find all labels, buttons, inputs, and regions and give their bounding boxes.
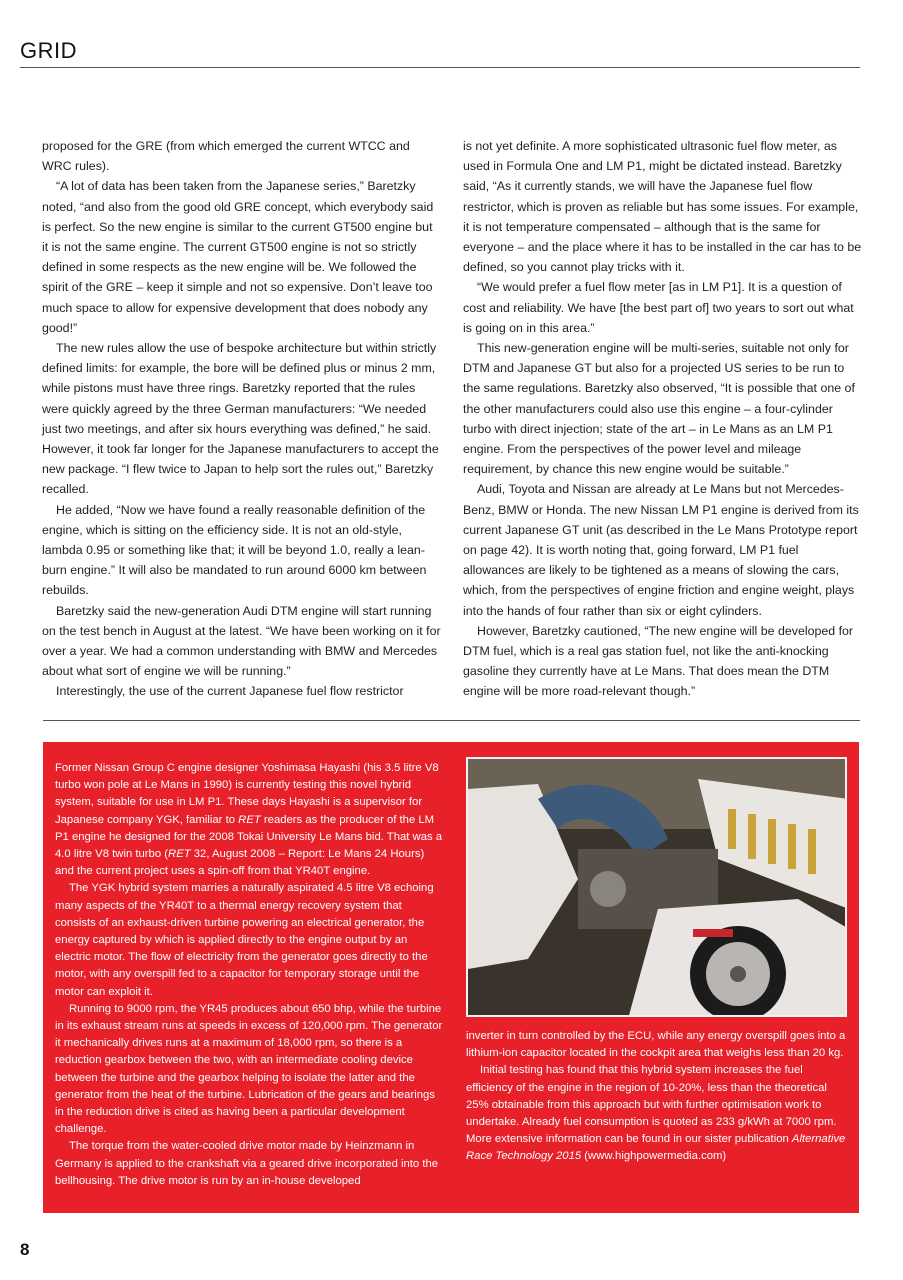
- header-rule: [20, 67, 860, 68]
- article-paragraph: However, Baretzky cautioned, “The new engine will be developed for DTM fuel, which is a real gas station fuel, not like the anti-knocking gasoline they currently have at Le Mans. That does mean the DTM engine will be more road-relevant though.”: [463, 623, 854, 699]
- article-paragraph: “We would prefer a fuel flow meter [as in LM P1]. It is a question of cost and reliability. We have [the best part of] two years to sort out what is going on in this area.”: [463, 280, 854, 335]
- sidebar-text: The torque from the water-cooled drive motor made by Heinzmann in Germany is applied to the crankshaft via a geared drive incorporated into the bellhousing. The drive motor is run by an in-house developed: [55, 1140, 439, 1187]
- article-paragraph: This new-generation engine will be multi-series, suitable not only for DTM and Japanese GT but also for a projected US series to be run to the same regulations. Baretzky also observed, “It is possible that one of the other manufacturers could also use this engine – a four-cylinder turbo with direct injection; state of the art – in Le Mans as an LM P1 engine. From the perspectives of the power level and mileage requirement, by chance this new engine would be suitable.”: [463, 341, 855, 477]
- sidebar-right-column: [466, 1028, 851, 1166]
- sidebar-paragraph: [55, 880, 445, 1000]
- race-car-engine-photo: [466, 757, 847, 1017]
- section-header: GRID: [20, 38, 77, 63]
- article-right-column: [463, 136, 863, 702]
- article-paragraph: Baretzky said the new-generation Audi DTM engine will start running on the test bench in August at the latest. “We have been working on it for over a year. We had a common understanding with BMW and Mercedes about what sort of engine we will be running.”: [42, 603, 441, 679]
- article-paragraph: proposed for the GRE (from which emerged the current WTCC and WRC rules).: [42, 139, 410, 174]
- sidebar-paragraph: [466, 1028, 851, 1062]
- article-paragraph: The new rules allow the use of bespoke architecture but within strictly defined limits: for example, the bore will be defined plus or minus 2 mm, while pistons must have three rings. Baretzky reported that the rules were quickly agreed by the three German manufacturers: “We needed just two meetings, and after six hours everything was defined,” he said. However, it took far longer for the Japanese manufacturers to accept the new package. “I flew twice to Japan to help sort the rules out,” Baretzky recalled.: [42, 341, 439, 497]
- sidebar-text: Running to 9000 rpm, the YR45 produces about 650 bhp, while the turbine in its exhaust stream runs at speeds in excess of 120,000 rpm. The generator it mechanically drives runs at a maximum of 18,000 rpm, so there is a reduction gearbox between the two, with an intermediate cooling device between the turbine and the gearbox helping to isolate the latter and the generator from the heat of the turbine. Lubrication of the gears and bearings in the reduction drive is cited as having been a particular development challenge.: [55, 1002, 443, 1136]
- sidebar-paragraph: [55, 760, 445, 880]
- sidebar-text: The YGK hybrid system marries a naturally aspirated 4.5 litre V8 echoing many aspects of the YR40T to a thermal energy recovery system that consists of an exhaust-driven turbine powering an electrical generator, the energy captured by which is applied directly to the engine output by an electric motor. The flow of electricity from the generator goes directly to the motor, with any overspill fed to a capacitor for temporary storage until the motor can exploit it.: [55, 882, 434, 998]
- sidebar-left-column: [55, 760, 445, 1190]
- sidebar-paragraph: [55, 1001, 445, 1139]
- article-divider: [43, 720, 860, 721]
- article-paragraph: “A lot of data has been taken from the Japanese series,” Baretzky noted, “and also from the good old GRE concept, which everybody said is perfect. So the new engine is similar to the current GT500 engine but it is not the same engine. The current GT500 engine is not so strictly defined in some respects as the new engine will be. We followed the spirit of the GRE – keep it simple and not so expensive. Don’t leave too much space to allow for expensive development that does nobody any good!”: [42, 179, 434, 335]
- sidebar-paragraph: [55, 1138, 445, 1190]
- sidebar-text: (www.highpowermedia.com): [581, 1150, 727, 1163]
- article-paragraph: is not yet definite. A more sophisticated ultrasonic fuel flow meter, as used in Formula One and LM P1, might be dictated instead. Baretzky said, “As it currently stands, we will have the Japanese fuel flow restrictor, which is proven as reliable but has some issues. For example, it is not temperature compensated – although that is the same for everyone – and the place where it has to be installed in the car has to be defined, so you cannot play tricks with it.: [463, 139, 862, 275]
- article-paragraph: Interestingly, the use of the current Japanese fuel flow restrictor: [56, 684, 404, 699]
- italic-title: RET: [168, 848, 191, 861]
- article-paragraph: He added, “Now we have found a really reasonable definition of the engine, which is sitting on the efficiency side. It is not an old-style, lambda 0.95 or something like that; it will be beyond 1.0, really a lean-burn engine.” It will also be mandated to run around 6000 km between rebuilds.: [42, 502, 427, 598]
- article-paragraph: Audi, Toyota and Nissan are already at Le Mans but not Mercedes-Benz, BMW or Honda. The new Nissan LM P1 engine is derived from its current Japanese GT unit (as described in the Le Mans Prototype report on page 42). It is worth noting that, going forward, LM P1 fuel allowances are likely to be tightened as a means of slowing the cars, which, from the perspectives of engine friction and engine weight, plays into the hands of four rather than six or eight cylinders.: [463, 482, 859, 618]
- page-number: 8: [20, 1240, 30, 1259]
- sidebar-paragraph: [466, 1062, 851, 1165]
- sidebar-text: Initial testing has found that this hybrid system increases the fuel efficiency of the engine in the region of 10-20%, less than the theoretical 25% obtainable from this approach but with further optimisation work to undertake. Already fuel consumption is quoted as 233 g/kWh at 7000 rpm. More extensive information can be found in our sister publication: [466, 1064, 837, 1146]
- sidebar-text: Former Nissan Group C engine designer Yoshimasa Hayashi (his 3.5 litre V8 turbo won pole at Le Mans in 1990) is currently testing this novel hybrid system, suitable for use in LM P1. These days Hayashi is a supervisor for Japanese company YGK, familiar to: [55, 762, 439, 826]
- sidebar-text: 32, August 2008 – Report: Le Mans 24 Hours) and the current project uses a spin-off from that YR40T engine.: [55, 848, 425, 878]
- sidebar-text: inverter in turn controlled by the ECU, while any energy overspill goes into a lithium-ion capacitor located in the cockpit area that weighs less than 20 kg.: [466, 1030, 846, 1060]
- article-left-column: [42, 136, 442, 702]
- sidebar-text: readers as the producer of the LM P1 engine he designed for the 2008 Tokai University Le Mans bid. That was a 4.0 litre V8 twin turbo (: [55, 813, 443, 861]
- italic-title: Alternative Race Technology 2015: [466, 1133, 846, 1163]
- italic-title: RET: [238, 813, 261, 826]
- sidebar-box: [43, 742, 859, 1213]
